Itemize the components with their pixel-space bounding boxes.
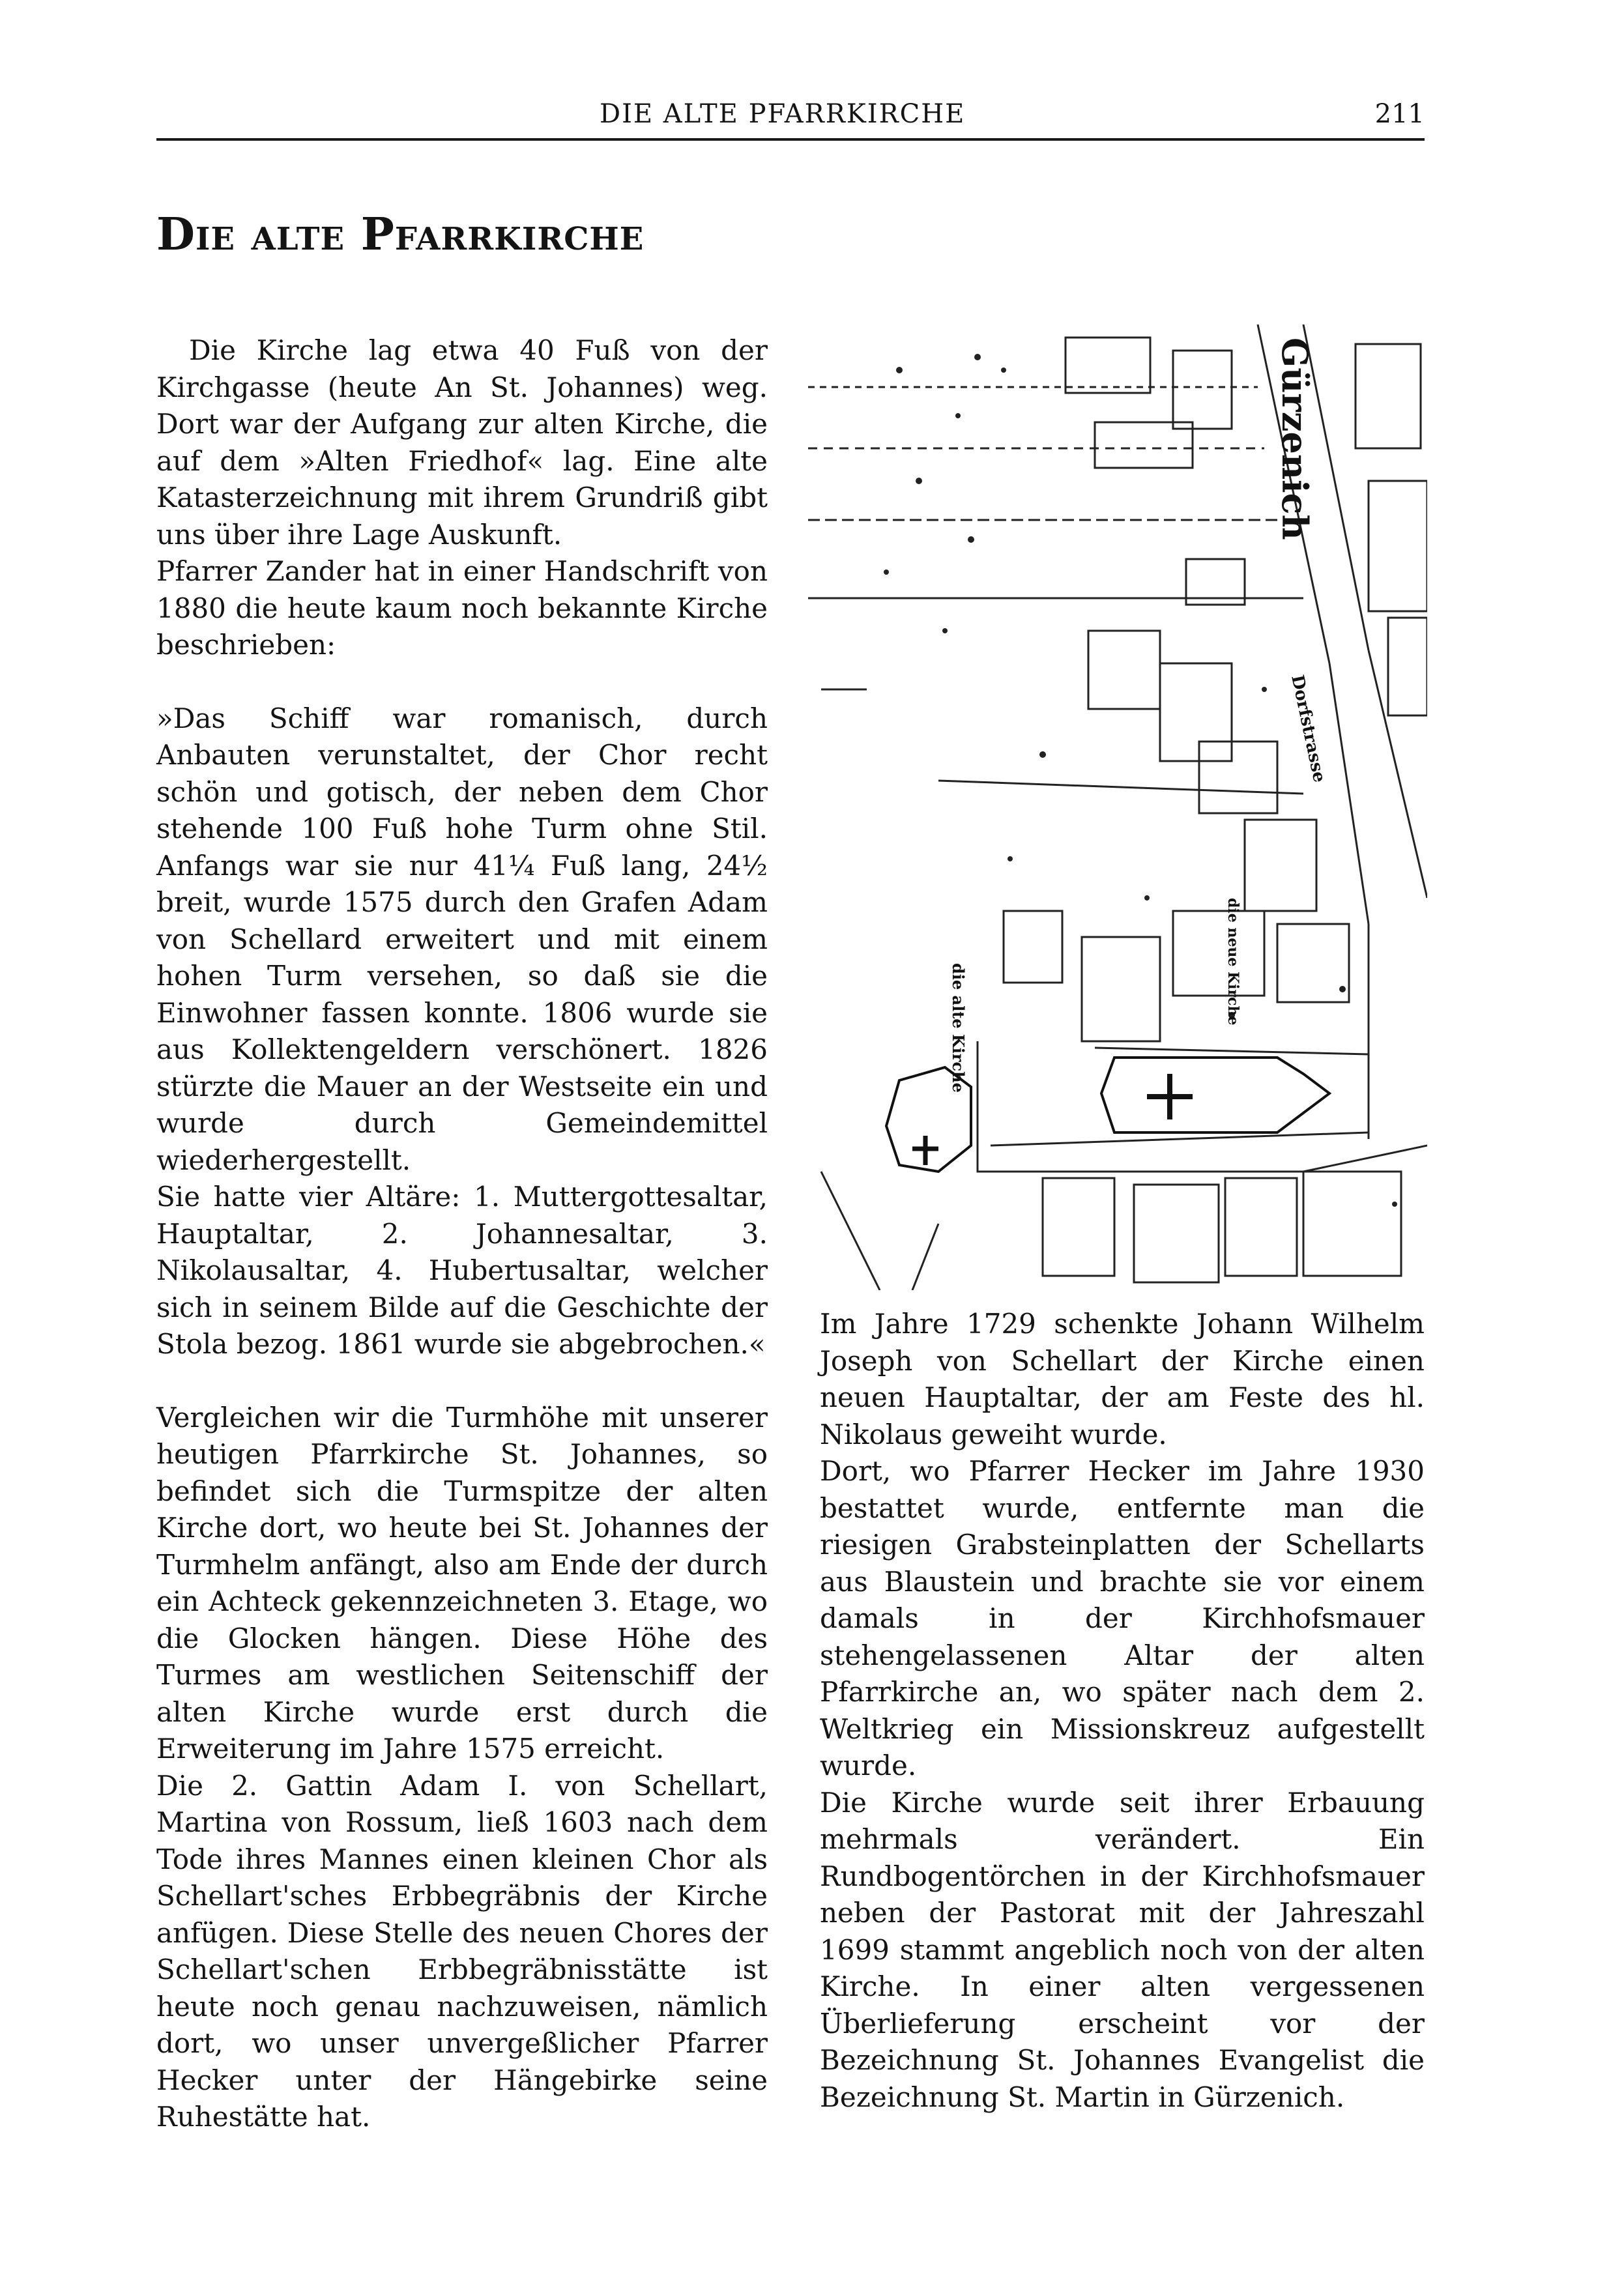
paragraph: Dort, wo Pfarrer Hecker im Jahre 1930 bestattet wurde, entfernte man die riesigen Grabsteinplatten der Schellarts aus Blaustein und brachte sie vor einem damals in der Kirchhofsmauer stehengelassenen Altar der alten Pfarrkirche an, wo später nach dem 2. Weltkrieg ein Missionskreuz aufgestellt wurde. [820,1455,1425,1781]
page-number: 211 [1374,99,1425,129]
map-street-label: Gürzenich [1274,338,1316,540]
paragraph: Im Jahre 1729 schenkte Johann Wilhelm Joseph von Schellart der Kirche einen neuen Hauptaltar, der am Feste des hl. Nikolaus geweiht wurde. [820,1308,1425,1450]
cadastral-map-figure [808,324,1427,1290]
quotation-paragraph: »Das Schiff war romanisch, durch Anbauten verunstaltet, der Chor recht schön und gotisch, der neben dem Chor stehende 100 Fuß hohe Turm ohne Stil. Anfangs war sie nur 41¼ Fuß lang, 24½ breit, wurde 1575 durch den Grafen Adam von Schellard erweitert und mit einem hohen Turm versehen, so daß sie die Einwohner fassen konnte. 1806 wurde sie aus Kollektengeldern verschönert. 1826 stürzte die Mauer an der Westseite ein und wurde durch Gemeindemittel wiederhergestellt. [156,702,768,1176]
quotation-paragraph: Sie hatte vier Altäre: 1. Muttergottesaltar, Hauptaltar, 2. Johannesaltar, 3. Nikolausaltar, 4. Hubertusaltar, welcher sich in seinem Bilde auf die Geschichte der Stola bezog. 1861 wurde sie abgebrochen.« [156,1181,768,1360]
right-text-column [820,1306,1425,2116]
chapter-title: Die alte Pfarrkirche [156,209,645,261]
cadastral-map [808,324,1427,1290]
paragraph: Vergleichen wir die Turmhöhe mit unserer heutigen Pfarrkirche St. Johannes, so befindet sich die Turmspitze der alten Kirche dort, wo heute bei St. Johannes der Turmhelm anfängt, also am Ende der durch ein Achteck gekennzeichneten 3. Etage, wo die Glocken hängen. Diese Höhe des Turmes am westlichen Seitenschiff der alten Kirche wurde erst durch die Erweiterung im Jahre 1575 erreicht. [156,1401,768,1765]
map-new-church-label: die neue Kirche [1225,898,1241,1026]
paragraph: Die 2. Gattin Adam I. von Schellart, Martina von Rossum, ließ 1603 nach dem Tode ihres Mannes einen kleinen Chor als Schellart'sches Erbbegräbnis der Kirche anfügen. Diese Stelle des neuen Chores der Schellart'schen Erbbegräbnisstätte ist heute noch genau nachzuweisen, nämlich dort, wo unser unvergeßlicher Pfarrer Hecker unter der Hängebirke seine Ruhestätte hat. [156,1769,768,2133]
paragraph: Die Kirche lag etwa 40 Fuß von der Kirchgasse (heute An St. Johannes) weg. Dort war der Aufgang zur alten Kirche, die auf dem »Alten Friedhof« lag. Eine alte Katasterzeichnung mit ihrem Grundriß gibt uns über ihre Lage Auskunft. [156,334,768,551]
running-header [156,98,1425,141]
left-text-column [156,332,768,2136]
paragraph: Pfarrer Zander hat in einer Handschrift von 1880 die heute kaum noch bekannte Kirche beschrieben: [156,555,768,661]
map-old-church-label: die alte Kirche [949,963,968,1093]
running-title: DIE ALTE PFARRKIRCHE [600,99,966,129]
paragraph: Die Kirche wurde seit ihrer Erbauung mehrmals verändert. Ein Rundbogentörchen in der Kirchhofsmauer neben der Pastorat mit der Jahreszahl 1699 stammt angeblich noch von der alten Kirche. In einer alten vergessenen Überlieferung erscheint vor der Bezeichnung St. Johannes Evangelist die Bezeichnung St. Martin in Gürzenich. [820,1786,1425,2113]
map-road-label: Dorfstrasse [1287,673,1329,785]
